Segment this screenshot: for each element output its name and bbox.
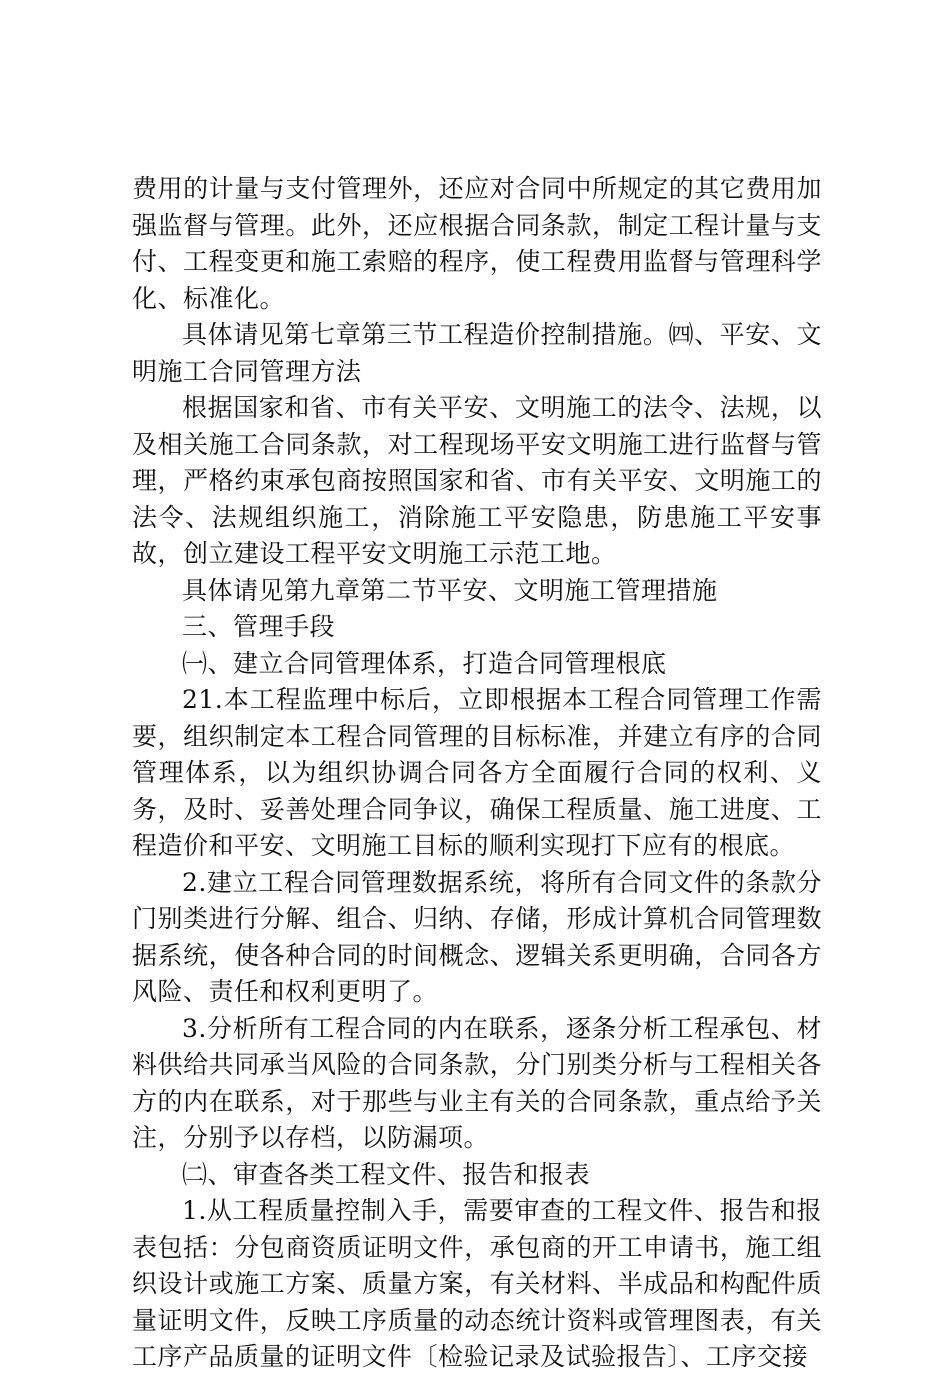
section-heading-management-means: 三、管理手段 [182, 612, 336, 641]
paragraph-safety-management: 根据国家和省、市有关平安、文明施工的法令、法规，以及相关施工合同条款，对工程现场平安文明施工进行监督与管理，严格约束承包商按照国家和省、市有关平安、文明施工的法令、法规组织施工，消除施工平安隐患，防患施工平安事故，创立建设工程平安文明施工示范工地。 [132, 393, 822, 568]
subsection-heading-contract-system: ㈠、建立合同管理体系，打造合同管理根底 [182, 648, 667, 678]
paragraph-item-3: 3.分析所有工程合同的内在联系，逐条分析工程承包、材料供给共同承当风险的合同条款，分门别类分析与工程相关各方的内在联系，对于那些与业主有关的合同条款，重点给予关注，分别予以存档，以防漏项。 [132, 1013, 822, 1152]
paragraph-item-21: 21.本工程监理中标后，立即根据本工程合同管理工作需要，组织制定本工程合同管理的目标标准，并建立有序的合同管理体系，以为组织协调合同各方全面履行合同的权利、义务，及时、妥善处理合同争议，确保工程质量、施工进度、工程造价和平安、文明施工目标的顺利实现打下应有的根底。 [132, 685, 822, 860]
paragraph-item-2: 2.建立工程合同管理数据系统，将所有合同文件的条款分门别类进行分解、组合、归纳、存储，形成计算机合同管理数据系统，使各种合同的时间概念、逻辑关系更明确，合同各方风险、责任和权利更明了。 [132, 867, 822, 1006]
paragraph-item-1: 1.从工程质量控制入手，需要审查的工程文件、报告和报表包括：分包商资质证明文件，承包商的开工申请书，施工组织设计或施工方案、质量方案，有关材料、半成品和构配件质量证明文件，反映工序质量的动态统计资料或管理图表，有关工序产品质量的证明文件〔检验记录及试验报告〕、工序交接 [132, 1196, 822, 1371]
paragraph-cost-management: 费用的计量与支付管理外，还应对合同中所规定的其它费用加强监督与管理。此外，还应根据合同条款，制定工程计量与支付、工程变更和施工索赔的程序，使工程费用监督与管理科学化、标准化。 [132, 174, 822, 313]
document-body [132, 171, 822, 1376]
paragraph-chapter7-reference: 具体请见第七章第三节工程造价控制措施。㈣、平安、文明施工合同管理方法 [132, 320, 822, 386]
subsection-heading-review-documents: ㈡、审查各类工程文件、报告和报表 [182, 1159, 591, 1189]
paragraph-chapter9-reference: 具体请见第九章第二节平安、文明施工管理措施 [182, 575, 718, 605]
